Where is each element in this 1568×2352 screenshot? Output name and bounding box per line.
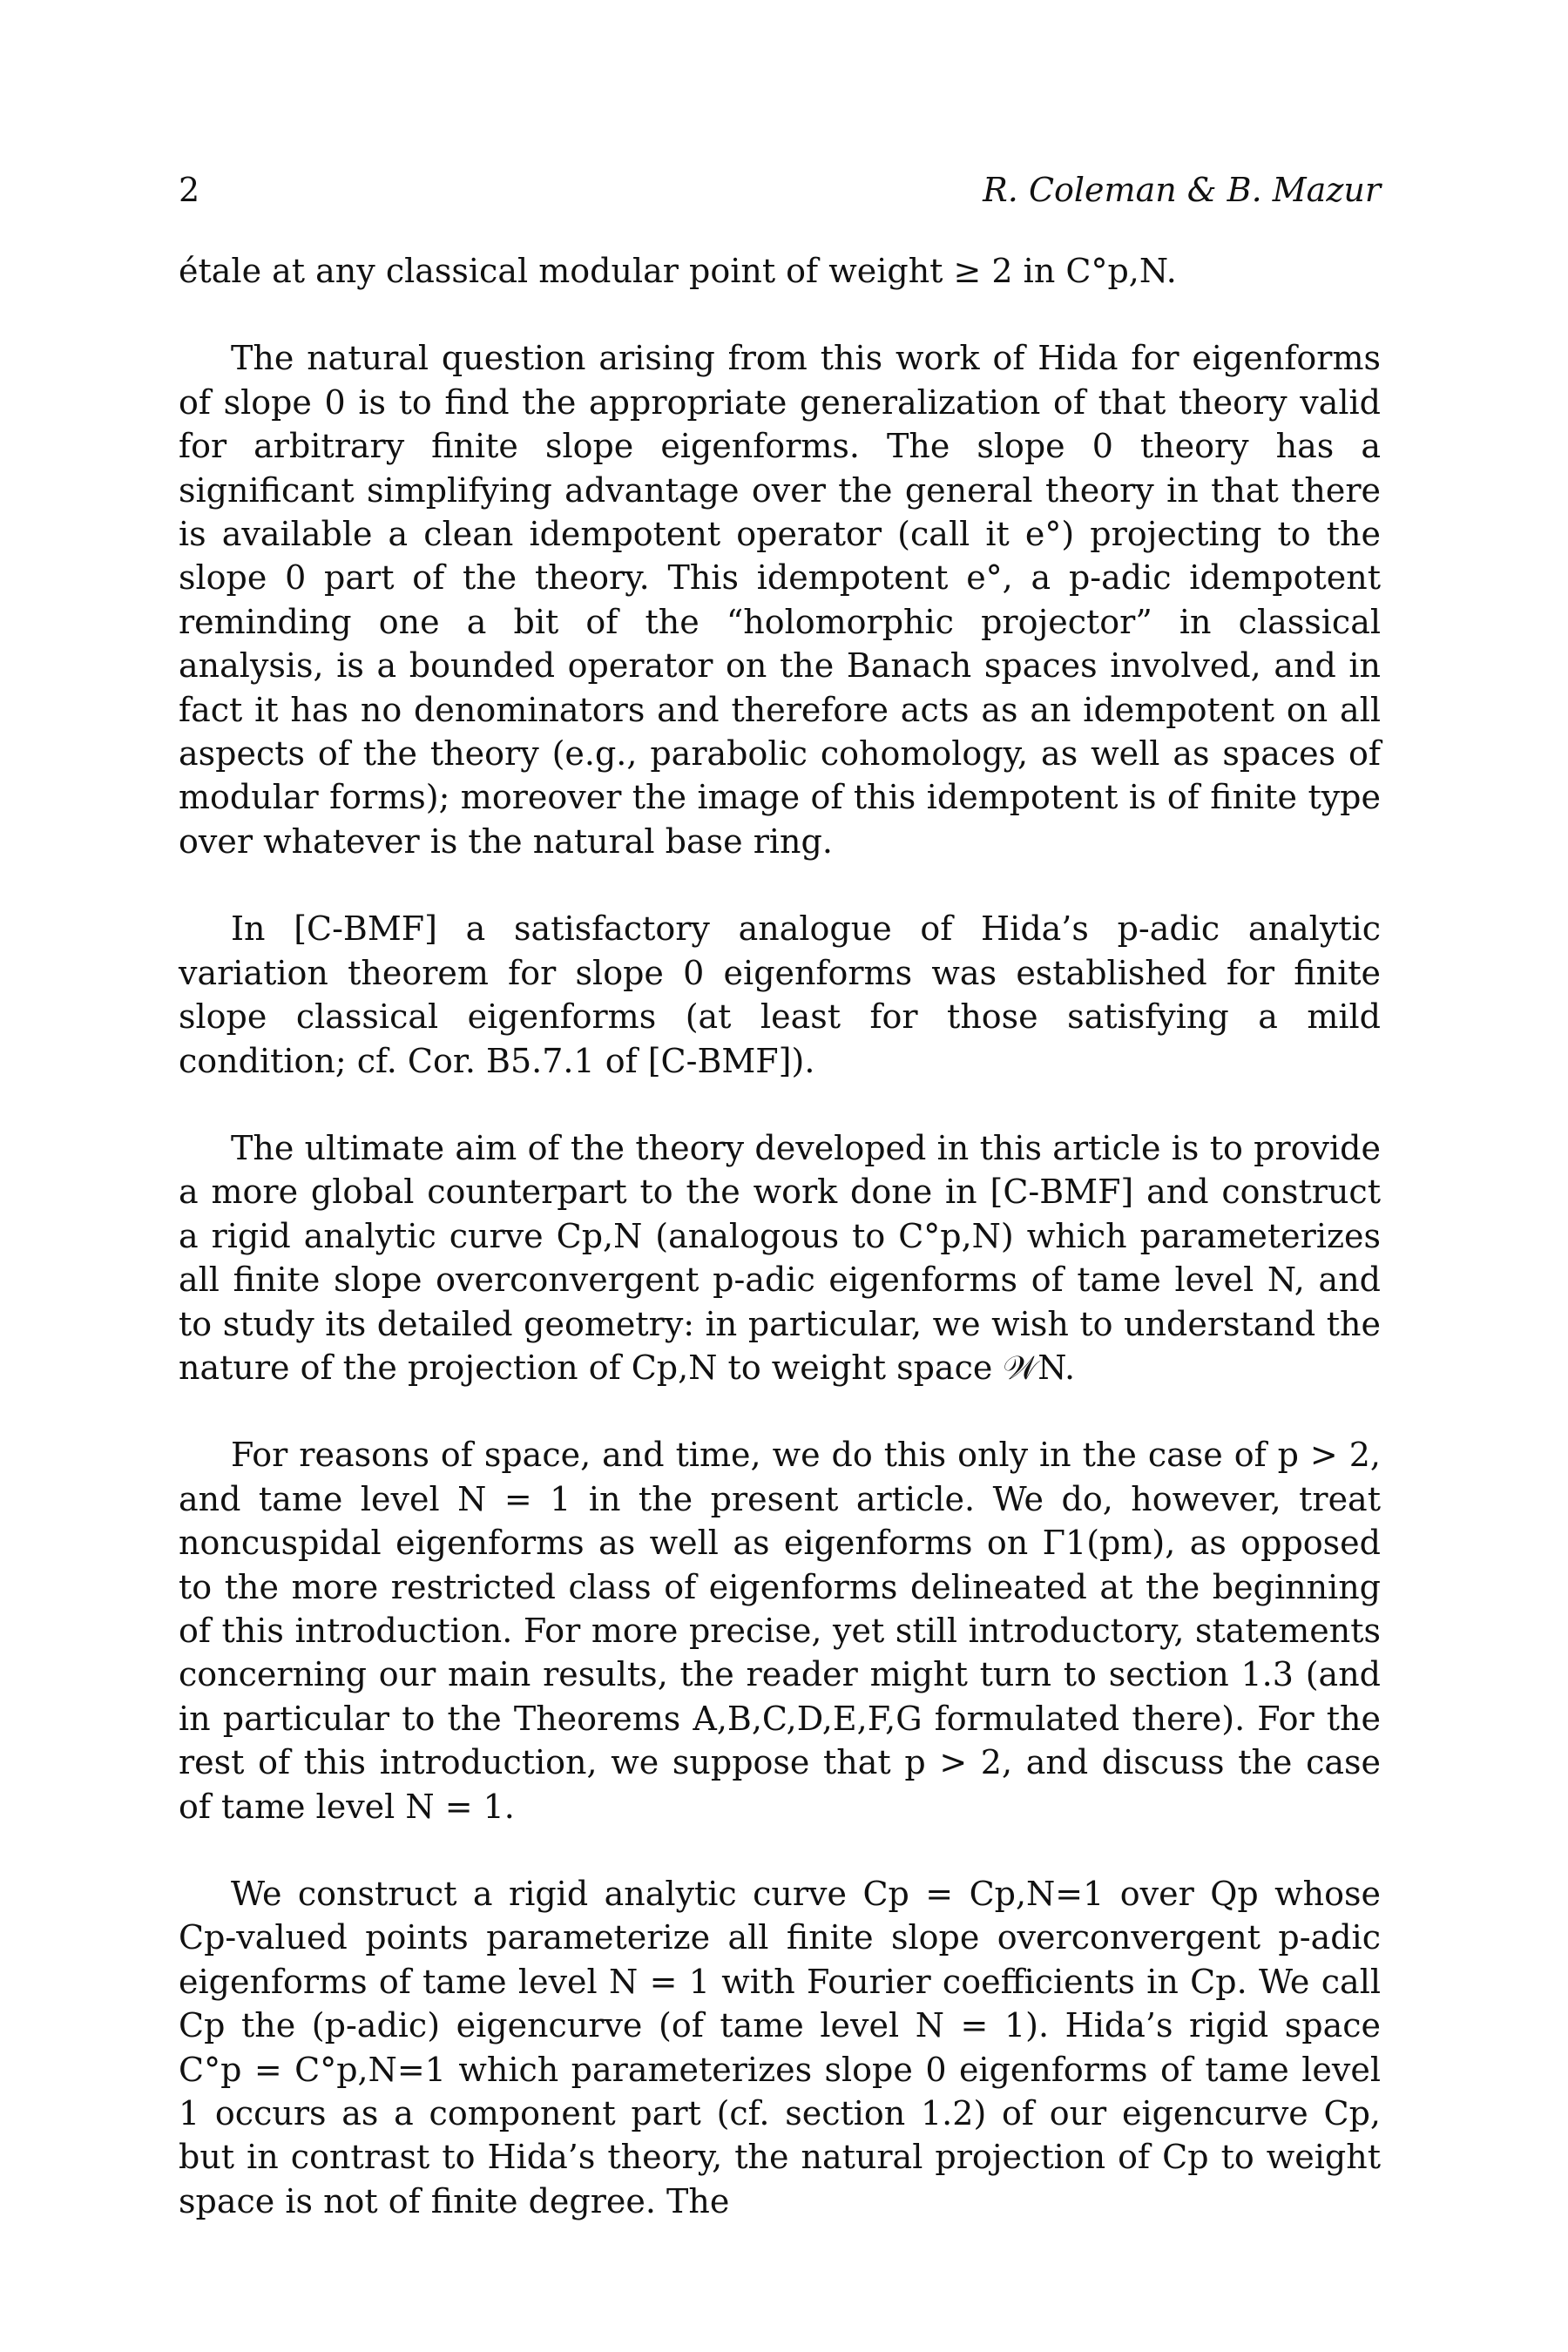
paragraph-hida-question: The natural question arising from this work of Hida for eigenforms of slope 0 is to find the appropriate generalization of that theory valid for arbitrary finite slope eigenforms. The slope 0 theory has a significant simplifying advantage over the general theory in that there is available a clean idempotent operator (call it e°) projecting to the slope 0 part of the theory. This idempotent e°, a p-adic idempotent reminding one a bit of the “holomorphic projector” in classical analysis, is a bounded operator on the Banach spaces involved, and in fact it has no denominators and therefore acts as an idempotent on all aspects of the theory (e.g., parabolic cohomology, as well as spaces of modular forms); moreover the image of this idempotent is of finite type over whatever is the natural base ring. <box>179 339 1381 861</box>
body-text <box>179 249 1381 2223</box>
paragraph-scope: For reasons of space, and time, we do this only in the case of p > 2, and tame level N = 1 in the present article. We do, however, treat noncuspidal eigenforms as well as eigenforms on Γ1(pm), as opposed to the more restricted class of eigenforms delineated at the beginning of this introduction. For more precise, yet still introductory, statements concerning our main results, the reader might turn to section 1.3 (and in particular to the Theorems A,B,C,D,E,F,G formulated there). For the rest of this introduction, we suppose that p > 2, and discuss the case of tame level N = 1. <box>179 1436 1381 1826</box>
paragraph-ultimate-aim: The ultimate aim of the theory developed in this article is to provide a more global counterpart to the work done in [C-BMF] and construct a rigid analytic curve Cp,N (analogous to C°p,N) which parameterizes all finite slope overconvergent p-adic eigenforms of tame level N, and to study its detailed geometry: in particular, we wish to understand the nature of the projection of Cp,N to weight space 𝒲N. <box>179 1128 1381 1387</box>
paragraph-continuation: étale at any classical modular point of weight ≥ 2 in C°p,N. <box>179 252 1177 290</box>
running-head-authors: R. Coleman & B. Mazur <box>983 171 1381 209</box>
paragraph-eigencurve: We construct a rigid analytic curve Cp = Cp,N=1 over Qp whose Cp-valued points parameterize all finite slope overconvergent p-adic eigenforms of tame level N = 1 with Fourier coefficients in Cp. We call Cp the (p-adic) eigencurve (of tame level N = 1). Hida’s rigid space C°p = C°p,N=1 which parameterizes slope 0 eigenforms of tame level 1 occurs as a component part (cf. section 1.2) of our eigencurve Cp, but in contrast to Hida’s theory, the natural projection of Cp to weight space is not of finite degree. The <box>179 1875 1381 2220</box>
page-number: 2 <box>179 171 200 209</box>
running-header <box>179 171 1381 220</box>
paragraph-c-bmf: In [C-BMF] a satisfactory analogue of Hida’s p-adic analytic variation theorem for slope 0 eigenforms was established for finite slope classical eigenforms (at least for those satisfying a mild condition; cf. Cor. B5.7.1 of [C-BMF]). <box>179 909 1381 1080</box>
